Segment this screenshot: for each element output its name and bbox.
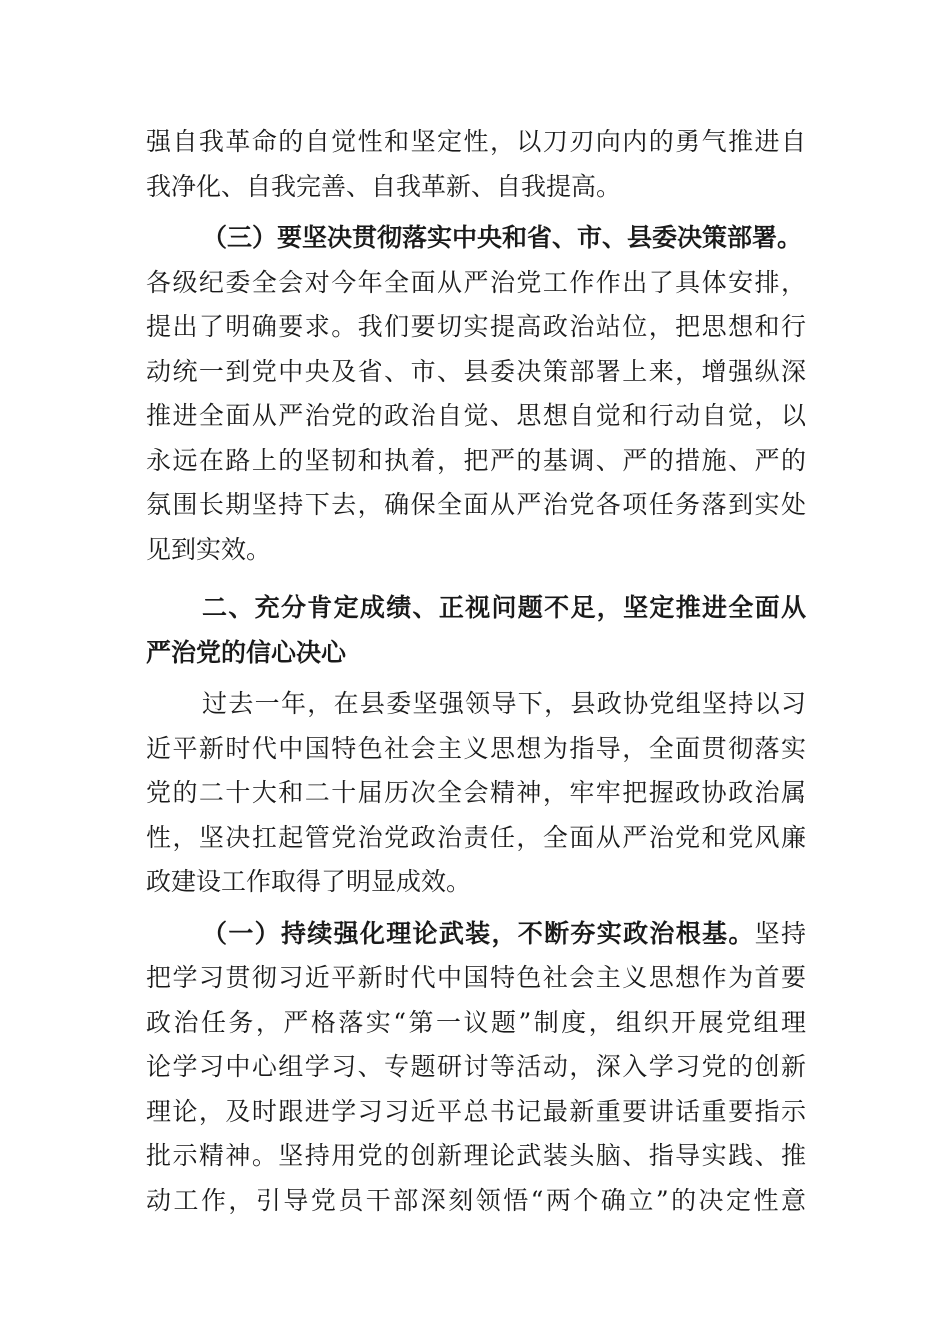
heading-tail-text: 坚持 bbox=[754, 918, 806, 948]
text-line: 我净化、自我完善、自我革新、自我提高。 bbox=[146, 171, 622, 201]
section-heading: （三）要坚决贯彻落实中央和省、市、县委决策部署。 bbox=[202, 223, 803, 252]
text-line: 推进全面从严治党的政治自觉、思想自觉和行动自觉，以 bbox=[146, 401, 806, 430]
paragraph-implement-decisions bbox=[146, 216, 806, 572]
text-line: 提出了明确要求。我们要切实提高政治站位，把思想和行 bbox=[146, 312, 806, 341]
heading-line-mixed bbox=[146, 912, 806, 957]
section-heading: （一）持续强化理论武装，不断夯实政治根基。 bbox=[202, 918, 755, 948]
text-line: 永远在路上的坚韧和执着，把严的基调、严的措施、严的 bbox=[146, 445, 806, 475]
text-line: 各级纪委全会对今年全面从严治党工作作出了具体安排， bbox=[146, 267, 806, 297]
text-line: 动工作，引导党员干部深刻领悟“两个确立”的决定性意 bbox=[146, 1185, 806, 1215]
text-line: 理论，及时跟进学习习近平总书记最新重要讲话重要指示 bbox=[146, 1096, 806, 1126]
paragraph-theory-armament bbox=[146, 912, 806, 1224]
text-line: 氛围长期坚持下去，确保全面从严治党各项任务落到实处 bbox=[146, 490, 806, 519]
text-line: 动统一到党中央及省、市、县委决策部署上来，增强纵深 bbox=[146, 356, 806, 386]
paragraph-self-revolution bbox=[146, 120, 806, 209]
heading-line: 严治党的信心决心 bbox=[146, 637, 347, 667]
text-line: 强自我革命的自觉性和坚定性，以刀刃向内的勇气推进自 bbox=[146, 127, 806, 156]
text-line: 过去一年，在县委坚强领导下，县政协党组坚持以习 bbox=[202, 689, 806, 718]
text-line: 党的二十大和二十届历次全会精神，牢牢把握政协政治属 bbox=[146, 778, 806, 807]
text-line: 政建设工作取得了明显成效。 bbox=[146, 867, 472, 896]
text-line: 近平新时代中国特色社会主义思想为指导，全面贯彻落实 bbox=[146, 733, 806, 763]
section-heading-two bbox=[146, 586, 806, 675]
text-line: 批示精神。坚持用党的创新理论武装头脑、指导实践、推 bbox=[146, 1141, 806, 1170]
paragraph-past-year bbox=[146, 682, 806, 905]
text-line: 性，坚决扛起管党治党政治责任，全面从严治党和党风廉 bbox=[146, 822, 806, 852]
text-line: 见到实效。 bbox=[146, 534, 272, 564]
heading-line: 二、充分肯定成绩、正视问题不足，坚定推进全面从 bbox=[202, 593, 806, 622]
text-line: 把学习贯彻习近平新时代中国特色社会主义思想作为首要 bbox=[146, 963, 806, 992]
text-line: 政治任务，严格落实“第一议题”制度，组织开展党组理 bbox=[146, 1007, 806, 1037]
text-line: 论学习中心组学习、专题研讨等活动，深入学习党的创新 bbox=[146, 1052, 806, 1081]
document-page bbox=[146, 120, 806, 1223]
